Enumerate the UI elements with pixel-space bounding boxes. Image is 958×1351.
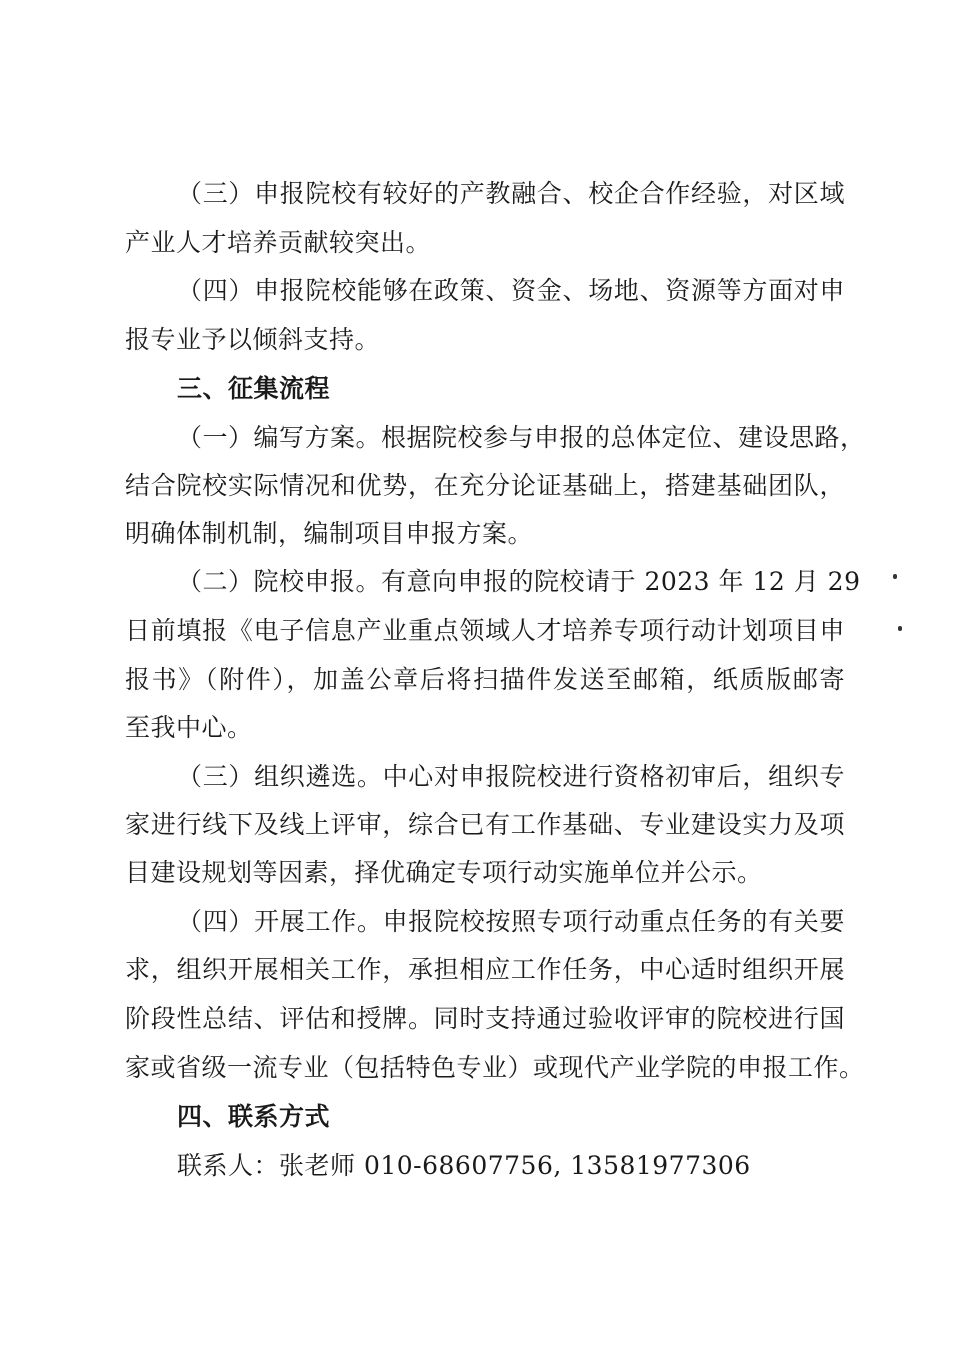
- paragraph-line: （二）院校申报。有意向申报的院校请于 2023 年 12 月 29: [177, 567, 861, 596]
- paragraph-line: 至我中心。: [125, 713, 253, 742]
- paragraph-line: 报书》（附件），加盖公章后将扫描件发送至邮箱，纸质版邮寄: [125, 665, 845, 694]
- paragraph-line: （三）申报院校有较好的产教融合、校企合作经验，对区域: [177, 179, 845, 208]
- scan-speck: [893, 574, 897, 579]
- paragraph-line: 求，组织开展相关工作，承担相应工作任务，中心适时组织开展: [125, 955, 845, 984]
- paragraph-line: （四）申报院校能够在政策、资金、场地、资源等方面对申: [177, 276, 845, 305]
- contact-line: 联系人：张老师 010-68607756, 13581977306: [177, 1151, 751, 1180]
- paragraph-line: 目建设规划等因素，择优确定专项行动实施单位并公示。: [125, 858, 763, 887]
- paragraph-line: 日前填报《电子信息产业重点领域人才培养专项行动计划项目申: [125, 616, 845, 645]
- paragraph-line: 明确体制机制，编制项目申报方案。: [125, 519, 534, 548]
- paragraph-line: 报专业予以倾斜支持。: [125, 325, 381, 354]
- paragraph-line: 家进行线下及线上评审，综合已有工作基础、专业建设实力及项: [125, 810, 845, 839]
- paragraph-line: 家或省级一流专业（包括特色专业）或现代产业学院的申报工作。: [125, 1053, 865, 1082]
- paragraph-line: （四）开展工作。申报院校按照专项行动重点任务的有关要: [177, 907, 845, 936]
- scan-speck: [898, 626, 902, 631]
- paragraph-line: （三）组织遴选。中心对申报院校进行资格初审后，组织专: [177, 762, 845, 791]
- paragraph-line: 结合院校实际情况和优势，在充分论证基础上，搭建基础团队，: [125, 471, 845, 500]
- paragraph-line: 产业人才培养贡献较突出。: [125, 228, 432, 257]
- paragraph-line: （一）编写方案。根据院校参与申报的总体定位、建设思路，: [177, 423, 866, 452]
- paragraph-line: 阶段性总结、评估和授牌。同时支持通过验收评审的院校进行国: [125, 1004, 845, 1033]
- section-heading: 三、征集流程: [177, 374, 331, 403]
- section-heading: 四、联系方式: [177, 1102, 331, 1131]
